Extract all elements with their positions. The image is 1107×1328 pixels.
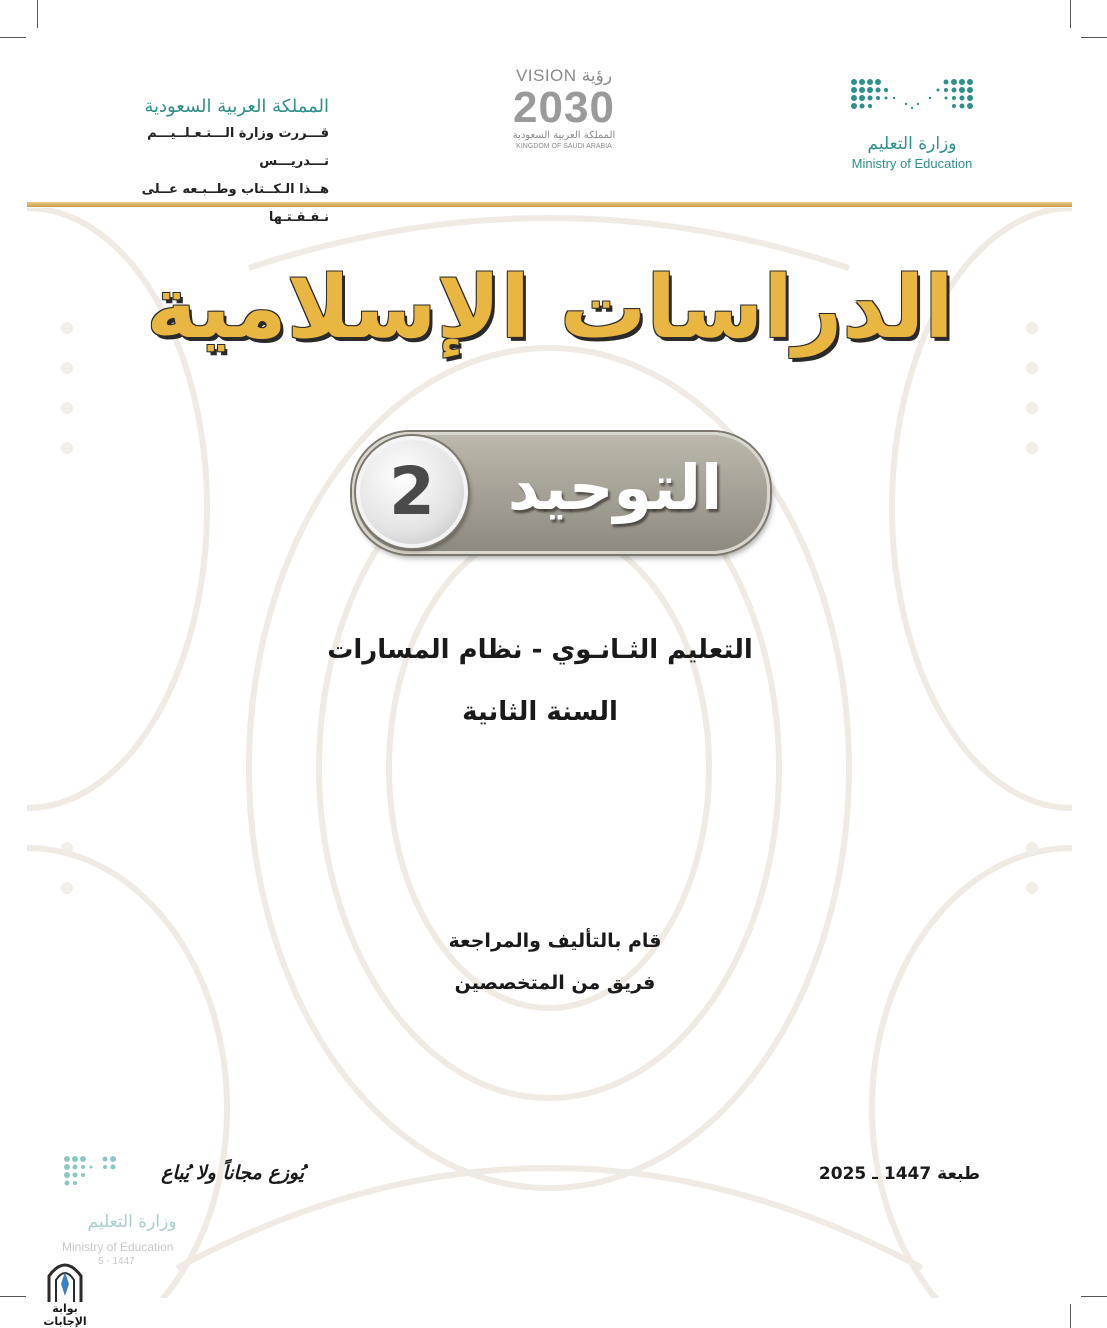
printing-note-line: هــذا الـكــتاب وطــبـعه عــلى نـفـقـتـها [141,182,329,225]
moe-faded-year: 5 - 1447 [98,1256,135,1267]
moe-dots-icon [62,1154,118,1190]
crop-mark [37,0,38,28]
moe-arabic-name: وزارة التعليم [867,134,957,154]
subject-name: التوحيد [507,451,723,524]
watermark-logo [30,1258,100,1328]
vision-year: 2030 [513,83,615,132]
crop-mark [0,1296,26,1297]
crop-mark [0,37,26,38]
subject-number: 2 [356,436,468,548]
education-level: التعليم الثـانـوي - نظام المسارات [327,635,753,665]
moe-english-name: Ministry of Education [851,156,973,171]
authors: فريق من المتخصصين [454,972,656,994]
mosque-arch-icon [45,1258,85,1302]
watermark-text: بوابة الإجابات [43,1302,87,1328]
authorship-label: قام بالتأليف والمراجعة [448,930,662,952]
ornamental-background-pattern [27,208,1072,1298]
edition: طبعة 1447 ـ 2025 [818,1164,980,1184]
ministry-of-education-logo [842,76,982,186]
vision-2030-logo [494,66,634,166]
moe-faded-arabic: وزارة التعليم [87,1212,177,1232]
header-divider [27,202,1072,207]
moe-faded-english: Ministry of Education [62,1240,174,1254]
vision-english: KINGDOM OF SAUDI ARABIA [516,143,612,150]
vision-label: VISION رؤية [515,66,613,85]
ministry-decision-line: قـــررت وزارة الـــتـعـلــيـــم تـــدريـــس [147,126,329,169]
crop-mark [1081,1296,1107,1297]
school-year: السنة الثانية [462,697,618,727]
crop-mark [1070,0,1071,28]
kingdom-name: المملكة العربية السعودية [144,96,329,117]
free-distribution-text: يُوزع مجاناً ولا يُباع [161,1162,304,1184]
crop-mark [1081,37,1107,38]
book-title: الدراسات الإسلامية [146,258,954,358]
moe-dots-icon [848,76,976,116]
vision-arabic: المملكة العربية السعودية [512,130,616,141]
crop-mark [1070,1304,1071,1328]
